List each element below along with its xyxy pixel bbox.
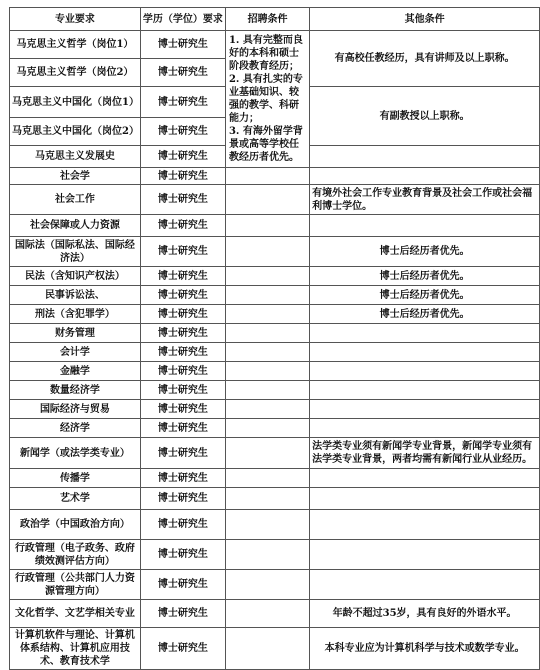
other-cell — [310, 570, 540, 600]
major-cell: 经济学 — [10, 419, 141, 438]
degree-cell: 博士研究生 — [140, 324, 225, 343]
conditions-empty — [225, 343, 309, 362]
degree-cell: 博士研究生 — [140, 286, 225, 305]
table-row — [10, 570, 540, 600]
condition-line: 2. 具有扎实的专业基础知识、较强的教学、科研能力； — [228, 74, 303, 124]
major-cell: 马克思主义哲学（岗位2） — [10, 59, 141, 87]
table-row — [10, 267, 540, 286]
degree-cell: 博士研究生 — [140, 237, 225, 267]
degree-cell: 博士研究生 — [140, 540, 225, 570]
major-cell: 数量经济学 — [10, 381, 141, 400]
major-cell: 民事诉讼法、 — [10, 286, 141, 305]
major-cell: 行政管理（电子政务、政府绩效测评估方向） — [10, 540, 141, 570]
major-cell: 计算机软件与理论、计算机体系结构、计算机应用技术、教育技术学 — [10, 628, 141, 670]
table-row — [10, 400, 540, 419]
major-cell: 刑法（含犯罪学） — [10, 305, 141, 324]
conditions-empty — [225, 381, 309, 400]
other-cell — [310, 540, 540, 570]
degree-cell: 博士研究生 — [140, 400, 225, 419]
other-cell: 博士后经历者优先。 — [310, 237, 540, 267]
major-cell: 政治学（中国政治方向） — [10, 510, 141, 540]
major-cell: 马克思主义中国化（岗位1） — [10, 87, 141, 118]
major-cell: 财务管理 — [10, 324, 141, 343]
conditions-empty — [225, 488, 309, 510]
degree-cell: 博士研究生 — [140, 469, 225, 488]
major-cell: 社会工作 — [10, 185, 141, 215]
major-cell: 国际经济与贸易 — [10, 400, 141, 419]
degree-cell: 博士研究生 — [140, 381, 225, 400]
degree-cell: 博士研究生 — [140, 215, 225, 237]
other-cell — [310, 488, 540, 510]
table-row — [10, 362, 540, 381]
recruitment-table — [9, 7, 540, 670]
table-row — [10, 185, 540, 215]
table-row — [10, 215, 540, 237]
degree-cell: 博士研究生 — [140, 628, 225, 670]
table-row — [10, 488, 540, 510]
conditions-empty — [225, 185, 309, 215]
other-cell — [310, 381, 540, 400]
other-cell: 有副教授以上职称。 — [310, 87, 540, 146]
degree-cell: 博士研究生 — [140, 118, 225, 146]
major-cell: 艺术学 — [10, 488, 141, 510]
header-row — [10, 8, 540, 31]
table-row — [10, 510, 540, 540]
table-row — [10, 324, 540, 343]
degree-cell: 博士研究生 — [140, 146, 225, 168]
table-row — [10, 286, 540, 305]
degree-cell: 博士研究生 — [140, 343, 225, 362]
condition-line: 3. 有海外留学背景或高等学校任教经历者优先。 — [228, 126, 303, 163]
conditions-empty — [225, 267, 309, 286]
degree-cell: 博士研究生 — [140, 570, 225, 600]
conditions-empty — [225, 600, 309, 628]
degree-cell: 博士研究生 — [140, 488, 225, 510]
conditions-empty — [225, 286, 309, 305]
other-cell — [310, 419, 540, 438]
table-row — [10, 381, 540, 400]
conditions-empty — [225, 438, 309, 469]
table-row — [10, 600, 540, 628]
conditions-empty — [225, 168, 309, 185]
other-cell — [310, 343, 540, 362]
header-other: 其他条件 — [310, 8, 540, 31]
other-cell — [310, 362, 540, 381]
major-cell: 行政管理（公共部门人力资源管理方向） — [10, 570, 141, 600]
major-cell: 国际法（国际私法、国际经济法） — [10, 237, 141, 267]
other-cell: 本科专业应为计算机科学与技术或数学专业。 — [310, 628, 540, 670]
other-cell: 博士后经历者优先。 — [310, 305, 540, 324]
table-row — [10, 438, 540, 469]
degree-cell: 博士研究生 — [140, 419, 225, 438]
conditions-empty — [225, 215, 309, 237]
header-degree: 学历（学位）要求 — [140, 8, 225, 31]
conditions-empty — [225, 362, 309, 381]
conditions-empty — [225, 540, 309, 570]
other-cell — [310, 146, 540, 168]
major-cell: 金融学 — [10, 362, 141, 381]
degree-cell: 博士研究生 — [140, 438, 225, 469]
other-cell — [310, 510, 540, 540]
table-row — [10, 419, 540, 438]
conditions-empty — [225, 419, 309, 438]
degree-cell: 博士研究生 — [140, 267, 225, 286]
other-cell: 年龄不超过35岁，具有良好的外语水平。 — [310, 600, 540, 628]
conditions-cell — [225, 31, 309, 168]
major-cell: 社会学 — [10, 168, 141, 185]
major-cell: 文化哲学、文艺学相关专业 — [10, 600, 141, 628]
other-cell: 有高校任教经历，具有讲师及以上职称。 — [310, 31, 540, 87]
table-row — [10, 31, 540, 59]
table-row — [10, 168, 540, 185]
conditions-empty — [225, 469, 309, 488]
degree-cell: 博士研究生 — [140, 31, 225, 59]
table-row — [10, 628, 540, 670]
conditions-empty — [225, 324, 309, 343]
other-cell: 博士后经历者优先。 — [310, 267, 540, 286]
major-cell: 会计学 — [10, 343, 141, 362]
header-major: 专业要求 — [10, 8, 141, 31]
major-cell: 新闻学（或法学类专业） — [10, 438, 141, 469]
condition-line: 1. 具有完整而良好的本科和硕士阶段教育经历； — [228, 35, 303, 72]
other-cell — [310, 324, 540, 343]
table-row — [10, 343, 540, 362]
table-row — [10, 469, 540, 488]
degree-cell: 博士研究生 — [140, 87, 225, 118]
header-conditions: 招聘条件 — [225, 8, 309, 31]
degree-cell: 博士研究生 — [140, 168, 225, 185]
other-cell — [310, 400, 540, 419]
conditions-empty — [225, 510, 309, 540]
degree-cell: 博士研究生 — [140, 185, 225, 215]
conditions-empty — [225, 628, 309, 670]
degree-cell: 博士研究生 — [140, 600, 225, 628]
other-cell: 法学类专业须有新闻学专业背景，新闻学专业须有法学类专业背景，两者均需有新闻行业从业经历。 — [310, 438, 540, 469]
degree-cell: 博士研究生 — [140, 59, 225, 87]
major-cell: 马克思主义发展史 — [10, 146, 141, 168]
degree-cell: 博士研究生 — [140, 510, 225, 540]
conditions-empty — [225, 305, 309, 324]
table-row — [10, 237, 540, 267]
conditions-empty — [225, 570, 309, 600]
other-cell — [310, 469, 540, 488]
major-cell: 马克思主义哲学（岗位1） — [10, 31, 141, 59]
major-cell: 马克思主义中国化（岗位2） — [10, 118, 141, 146]
conditions-empty — [225, 400, 309, 419]
major-cell: 民法（含知识产权法） — [10, 267, 141, 286]
major-cell: 社会保障或人力资源 — [10, 215, 141, 237]
conditions-empty — [225, 237, 309, 267]
table-row — [10, 305, 540, 324]
degree-cell: 博士研究生 — [140, 305, 225, 324]
other-cell — [310, 168, 540, 185]
table-row — [10, 540, 540, 570]
degree-cell: 博士研究生 — [140, 362, 225, 381]
other-cell: 博士后经历者优先。 — [310, 286, 540, 305]
other-cell — [310, 215, 540, 237]
major-cell: 传播学 — [10, 469, 141, 488]
other-cell: 有境外社会工作专业教育背景及社会工作或社会福利博士学位。 — [310, 185, 540, 215]
